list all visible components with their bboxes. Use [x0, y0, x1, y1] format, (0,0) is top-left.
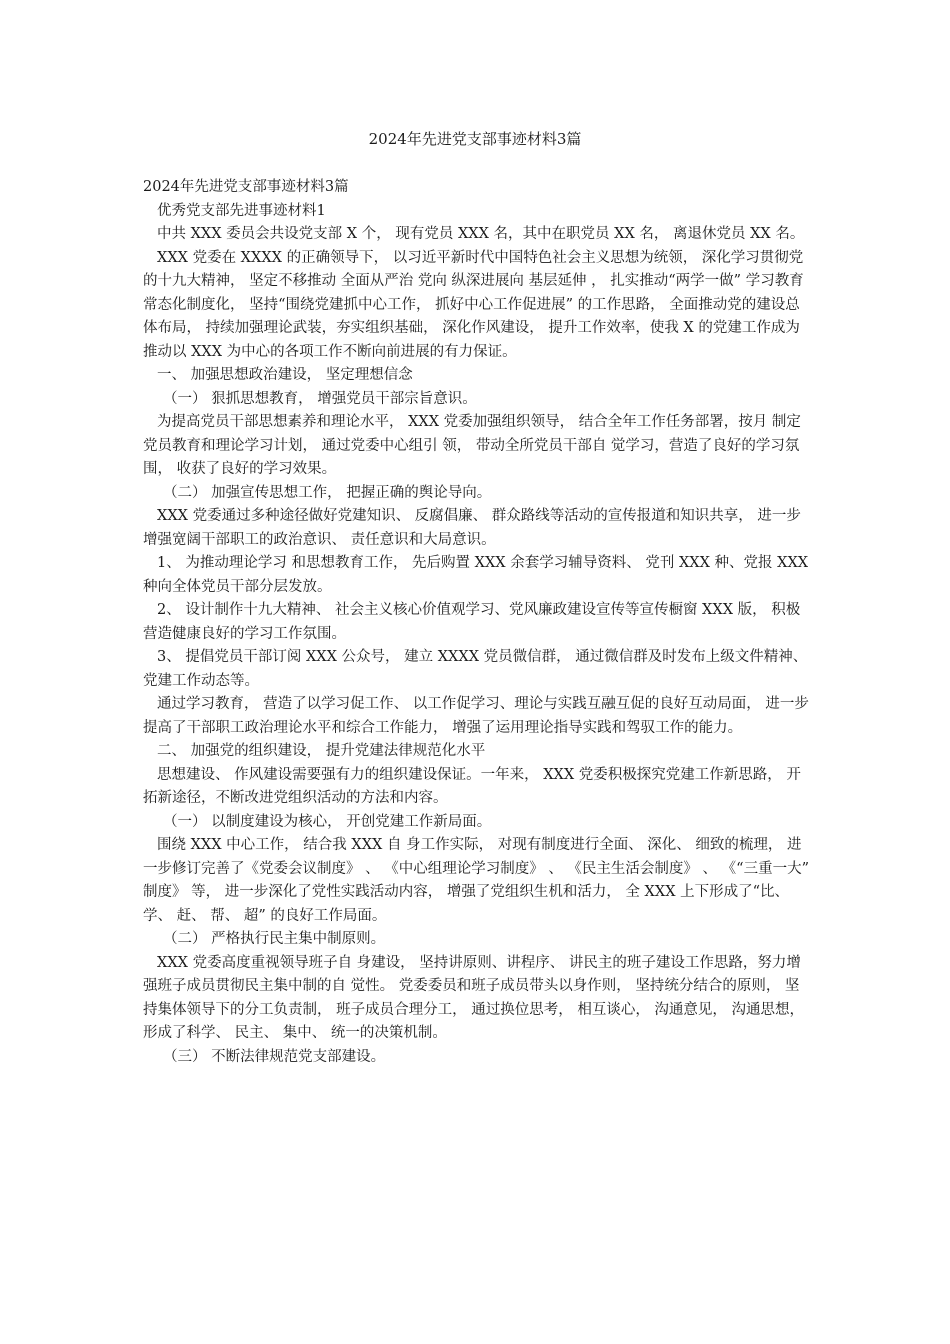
- list-item: 3、 提倡党员干部订阅 XXX 公众号， 建立 XXXX 党员微信群， 通过微信群及时发布上级文件精神、 党建工作动态等。: [143, 649, 808, 689]
- paragraph: 优秀党支部先进事迹材料1: [157, 202, 326, 219]
- paragraph: 2024年先进党支部事迹材料3篇: [143, 179, 349, 195]
- paragraph: XXX 党委通过多种途径做好党建知识、 反腐倡廉、 群众路线等活动的宣传报道和知识共享， 进一步增强宽阔干部职工的政治意识、 责任意识和大局意识。: [143, 508, 801, 548]
- section-heading: 二、 加强党的组织建设， 提升党建法律规范化水平: [157, 743, 486, 759]
- list-item: 1、 为推动理论学习 和思想教育工作， 先后购置 XXX 余套学习辅导资料、 党刊 XXX 种、党报 XXX 种向全体党员干部分层发放。: [143, 555, 809, 595]
- paragraph: 为提高党员干部思想素养和理论水平， XXX 党委加强组织领导， 结合全年工作任务部署，按月 制定党员教育和理论学习计划， 通过党委中心组引 领， 带动全所党员干部自 觉学习，营造了良好的学习氛围， 收获了良好的学习效果。: [143, 414, 801, 477]
- subsection-heading: （一） 以制度建设为核心， 开创党建工作新局面。: [163, 813, 492, 830]
- document-body: [143, 176, 811, 1069]
- section-heading: 一、 加强思想政治建设， 坚定理想信念: [157, 367, 413, 383]
- paragraph: 围绕 XXX 中心工作， 结合我 XXX 自 身工作实际， 对现有制度进行全面、 深化、 细致的梳理， 进一步修订完善了《党委会议制度》 、 《中心组理论学习制度》 、 《民主生活会制度》 、 《“三重一大” 制度》 等， 进一步深化了党性实践活动内容， 增强了党组织生机和活力， 全 XXX 上下形成了“比、 学、 赶、 帮、 超” 的良好工作局面。: [143, 837, 809, 924]
- subsection-heading: （二） 严格执行民主集中制原则。: [163, 931, 386, 947]
- paragraph: XXX 党委在 XXXX 的正确领导下， 以习近平新时代中国特色社会主义思想为统领， 深化学习贯彻党的十九大精神， 坚定不移推动 全面从严治 党向 纵深进展向 基层延伸 ， 扎实推动“两学一做” 学习教育常态化制度化， 坚持“围绕党建抓中心工作， 抓好中心工作促进展” 的工作思路， 全面推动党的建设总体布局， 持续加强理论武装，夯实组织基础， 深化作风建设， 提升工作效率，使我 X 的党建工作成为推动以 XXX 为中心的各项工作不断向前进展的有力保证。: [143, 249, 804, 360]
- paragraph: 通过学习教育， 营造了以学习促工作、 以工作促学习、理论与实践互融互促的良好互动局面， 进一步提高了干部职工政治理论水平和综合工作能力， 增强了运用理论指导实践和驾驭工作的能力。: [143, 696, 809, 736]
- paragraph: 思想建设、 作风建设需要强有力的组织建设保证。一年来， XXX 党委积极探究党建工作新思路， 开拓新途径，不断改进党组织活动的方法和内容。: [143, 766, 801, 806]
- list-item: 2、 设计制作十九大精神、 社会主义核心价值观学习、党风廉政建设宣传等宣传橱窗 XXX 版， 积极营造健康良好的学习工作氛围。: [143, 602, 801, 642]
- subsection-heading: （三） 不断法律规范党支部建设。: [163, 1048, 386, 1065]
- subsection-heading: （一） 狠抓思想教育， 增强党员干部宗旨意识。: [163, 390, 477, 407]
- subsection-heading: （二） 加强宣传思想工作， 把握正确的舆论导向。: [163, 484, 492, 501]
- paragraph: 中共 XXX 委员会共设党支部 X 个， 现有党员 XXX 名，其中在职党员 XX 名， 离退休党员 XX 名。: [157, 226, 805, 242]
- document-title: 2024年先进党支部事迹材料3篇: [368, 130, 582, 148]
- paragraph: XXX 党委高度重视领导班子自 身建设， 坚持讲原则、讲程序、 讲民主的班子建设工作思路，努力增强班子成员贯彻民主集中制的自 觉性。 党委委员和班子成员带头以身作则， 坚持统分结合的原则， 坚持集体领导下的分工负责制， 班子成员合理分工， 通过换位思考， 相互谈心， 沟通意见， 沟通思想， 形成了科学、 民主、 集中、 统一的决策机制。: [143, 954, 805, 1041]
